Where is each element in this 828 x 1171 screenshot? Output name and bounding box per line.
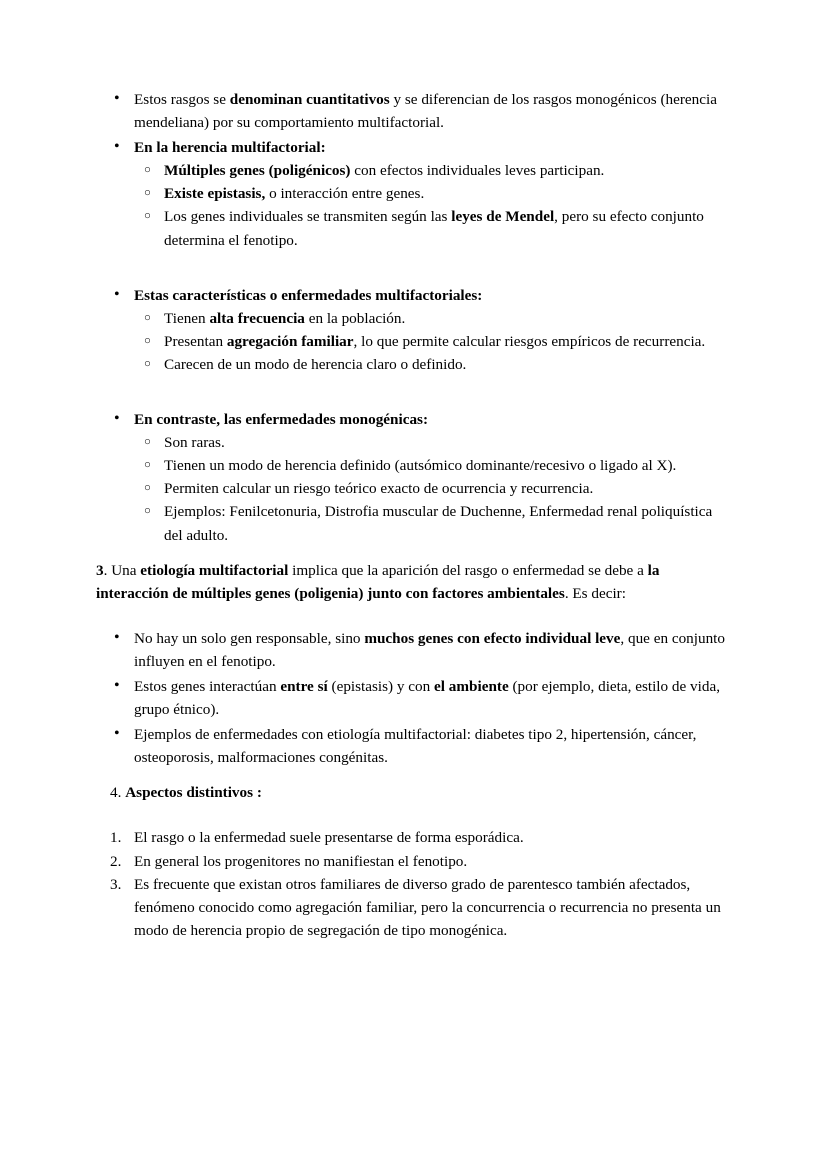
section-heading: 4. Aspectos distintivos :: [110, 784, 262, 802]
list-item: [96, 284, 732, 376]
sub-list-item-text: Son raras.: [164, 434, 225, 452]
list-item: [96, 627, 732, 673]
numbered-list-item-text: Es frecuente que existan otros familiares de diverso grado de parentesco también afectados, fenómeno conocido como agregación familiar, pero la concurrencia o recurrencia no presenta un modo de herencia propio de segregación de tipo monogénica.: [134, 875, 721, 939]
sub-list-item-text: Existe epistasis, o interacción entre genes.: [164, 185, 425, 203]
numbered-list-item-text: En general los progenitores no manifiestan el fenotipo.: [134, 852, 468, 870]
numbered-list-item: [96, 826, 732, 849]
sub-bullet-list: [134, 307, 732, 376]
list-item-text: Ejemplos de enfermedades con etiología multifactorial: diabetes tipo 2, hipertensión, cáncer, osteoporosis, malformaciones congénitas.: [134, 726, 697, 767]
sub-list-item: [134, 182, 732, 205]
document-content: [96, 88, 732, 942]
list-item: [96, 408, 732, 547]
sub-bullet-list: [134, 159, 732, 251]
list-item-text: En la herencia multifactorial:: [134, 139, 326, 157]
list-item: [96, 136, 732, 251]
numbered-list: [96, 826, 732, 941]
bullet-list: [96, 284, 732, 376]
spacer: [96, 549, 732, 559]
list-item-text: No hay un solo gen responsable, sino muchos genes con efecto individual leve, que en conjunto influyen en el fenotipo.: [134, 629, 725, 670]
list-item-text: Estas características o enfermedades multifactoriales:: [134, 286, 483, 304]
numbered-list-item: [96, 850, 732, 873]
list-item-text: Estos genes interactúan entre sí (epistasis) y con el ambiente (por ejemplo, dieta, estilo de vida, grupo étnico).: [134, 677, 720, 719]
sub-list-item-text: Carecen de un modo de herencia claro o definido.: [164, 355, 467, 373]
spacer: [96, 771, 732, 781]
sub-list-item: [134, 431, 732, 454]
sub-list-item-text: Tienen alta frecuencia en la población.: [164, 309, 406, 327]
paragraph: 3. Una etiología multifactorial implica que la aparición del rasgo o enfermedad se debe a la interacción de múltiples genes (poligenia) junto con factores ambientales. Es decir:: [96, 561, 660, 602]
sub-list-item: [134, 205, 732, 251]
spacer: [96, 254, 732, 284]
bullet-list: [96, 408, 732, 547]
spacer: [96, 605, 732, 627]
spacer: [96, 378, 732, 408]
sub-list-item: [134, 159, 732, 182]
numbered-list-item-text: El rasgo o la enfermedad suele presentarse de forma esporádica.: [134, 829, 524, 847]
list-item: [96, 675, 732, 721]
sub-list-item-text: Los genes individuales se transmiten según las leyes de Mendel, pero su efecto conjunto determina el fenotipo.: [164, 208, 704, 249]
sub-list-item-text: Ejemplos: Fenilcetonuria, Distrofia muscular de Duchenne, Enfermedad renal poliquística del adulto.: [164, 503, 713, 544]
sub-list-item-text: Presentan agregación familiar, lo que permite calcular riesgos empíricos de recurrencia.: [164, 332, 706, 350]
list-item-text: Estos rasgos se denominan cuantitativos y se diferencian de los rasgos monogénicos (herencia mendeliana) por su comportamiento multifactorial.: [134, 91, 717, 132]
spacer: [96, 804, 732, 826]
bullet-list: [96, 88, 732, 252]
sub-list-item: [134, 500, 732, 546]
list-item: [96, 88, 732, 134]
sub-list-item: [134, 307, 732, 330]
sub-list-item-text: Permiten calcular un riesgo teórico exacto de ocurrencia y recurrencia.: [164, 480, 594, 498]
sub-list-item-text: Múltiples genes (poligénicos) con efectos individuales leves participan.: [164, 162, 605, 180]
numbered-list-item: [96, 873, 732, 942]
list-item: [96, 723, 732, 769]
sub-list-item: [134, 330, 732, 353]
sub-list-item: [134, 353, 732, 376]
sub-list-item-text: Tienen un modo de herencia definido (autsómico dominante/recesivo o ligado al X).: [164, 457, 677, 475]
list-item-text: En contraste, las enfermedades monogénicas:: [134, 411, 429, 429]
sub-list-item: [134, 477, 732, 500]
sub-list-item: [134, 454, 732, 477]
bullet-list: [96, 627, 732, 770]
sub-bullet-list: [134, 431, 732, 546]
